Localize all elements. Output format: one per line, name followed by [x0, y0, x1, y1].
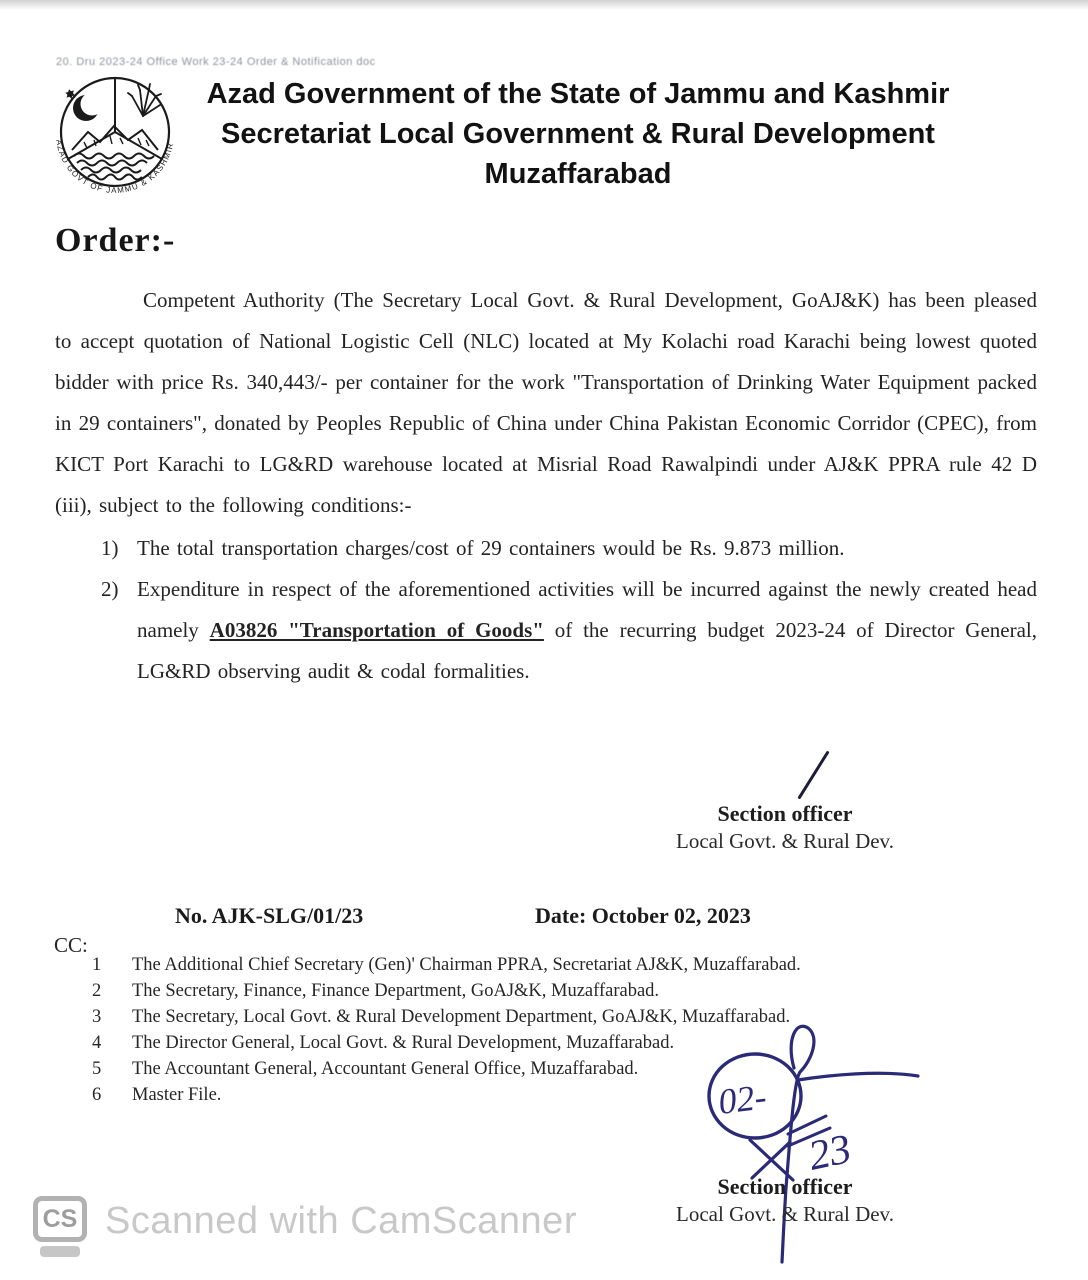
- scan-file-header-text: 20. Dru 2023-24 Office Work 23-24 Order & Notification doc: [56, 56, 376, 68]
- cc-item-number: 3: [92, 1007, 102, 1027]
- cc-item-text: The Secretary, Finance, Finance Department, GoAJ&K, Muzaffarabad.: [132, 981, 660, 1001]
- signature-stroke: [797, 750, 829, 799]
- condition-item: [101, 528, 1037, 569]
- emblem-caption: AZAD GOVT OF JAMMU & KASHMIR: [54, 138, 176, 196]
- cc-item: [92, 1004, 932, 1030]
- camscanner-watermark: [33, 1196, 577, 1257]
- cc-item-number: 5: [92, 1059, 102, 1079]
- cc-list: [92, 952, 932, 1108]
- condition-text: [137, 569, 1037, 692]
- order-paragraph: Competent Authority (The Secretary Local Govt. & Rural Development, GoAJ&K) has been pleased to accept quotation of National Logistic Cell (NLC) located at My Kolachi road Karachi being lowest quoted bidder with price Rs. 340,443/- per container for the work "Transportation of Drinking Water Equipment packed in 29 containers", donated by Peoples Republic of China under China Pakistan Economic Corridor (CPEC), from KICT Port Karachi to LG&RD warehouse located at Misrial Road Rawalpindi under AJ&K PPRA rule 42 D (iii), subject to the following conditions:-: [55, 288, 1037, 517]
- conditions-list: [101, 528, 1037, 692]
- condition-number: 2): [101, 577, 119, 601]
- camscanner-icon: [33, 1196, 87, 1257]
- reference-number: No. AJK-SLG/01/23: [175, 903, 364, 928]
- signatory-title: Section officer: [717, 1174, 853, 1199]
- cc-item-text: The Director General, Local Govt. & Rural Development, Muzaffarabad.: [132, 1033, 675, 1053]
- cc-item-text: The Additional Chief Secretary (Gen)' Chairman PPRA, Secretariat AJ&K, Muzaffarabad.: [132, 955, 801, 975]
- cc-item: [92, 978, 932, 1004]
- cc-item: [92, 952, 932, 978]
- cc-item-number: 1: [92, 955, 102, 975]
- ajk-government-emblem-icon: [50, 70, 180, 210]
- cs-badge-tab: [40, 1246, 80, 1257]
- condition-text: The total transportation charges/cost of 29 containers would be Rs. 9.873 million.: [137, 536, 845, 560]
- letterhead-line1: Azad Government of the State of Jammu and Kashmir: [206, 78, 950, 110]
- svg-text:AZAD GOVT OF JAMMU & KASHMIR: [54, 139, 175, 195]
- order-heading: Order:-: [55, 222, 176, 259]
- signature-block-bottom: [635, 1173, 935, 1228]
- condition-text-post: of the recurring budget 2023-24 of Director General, LG&RD observing audit & codal formalities.: [137, 618, 1037, 683]
- camscanner-text: Scanned with CamScanner: [105, 1200, 577, 1242]
- cs-badge-text: CS: [33, 1196, 87, 1242]
- cc-item-number: 2: [92, 981, 102, 1001]
- cc-item: [92, 1082, 932, 1108]
- condition-number: 1): [101, 536, 119, 560]
- signatory-department: Local Govt. & Rural Dev.: [676, 1202, 894, 1226]
- signatory-department: Local Govt. & Rural Dev.: [676, 829, 894, 853]
- handwritten-day: 02-: [716, 1076, 769, 1122]
- cc-label: CC:: [54, 933, 88, 957]
- cc-item-text: The Secretary, Local Govt. & Rural Development Department, GoAJ&K, Muzaffarabad.: [132, 1007, 791, 1027]
- reference-date: Date: October 02, 2023: [535, 903, 751, 928]
- cc-item: [92, 1056, 932, 1082]
- letterhead: [178, 74, 978, 194]
- letterhead-line2: Secretariat Local Government & Rural Development: [221, 118, 935, 150]
- letterhead-line3: Muzaffarabad: [484, 158, 672, 190]
- budget-head-emphasis: A03826 "Transportation of Goods": [209, 618, 544, 642]
- cc-item: [92, 1030, 932, 1056]
- cc-item-number: 6: [92, 1085, 102, 1105]
- signatory-title: Section officer: [717, 801, 853, 826]
- cc-item-text: The Accountant General, Accountant General Office, Muzaffarabad.: [132, 1059, 639, 1079]
- cc-item-number: 4: [92, 1033, 102, 1053]
- condition-text-pre: Expenditure in respect of the aforementioned activities will be incurred against the newly created head namely: [137, 577, 1037, 642]
- cc-item-text: Master File.: [132, 1085, 222, 1105]
- condition-item: [101, 569, 1037, 692]
- handwritten-year: 23: [804, 1126, 856, 1180]
- signature-block-top: [635, 800, 935, 855]
- order-body: [55, 280, 1037, 692]
